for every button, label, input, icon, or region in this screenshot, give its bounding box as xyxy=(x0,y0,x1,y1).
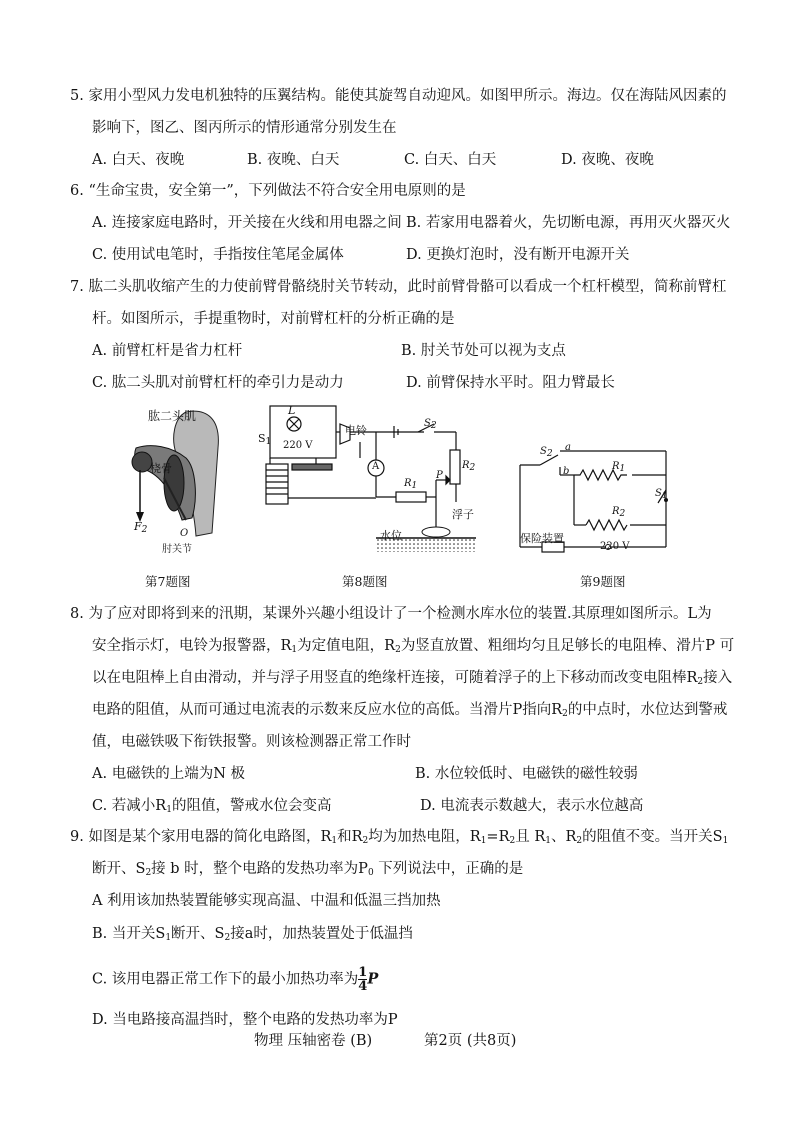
q5-option-a: A. 白天、夜晚 xyxy=(92,152,185,168)
q8-line1: 8. 为了应对即将到来的汛期，某课外兴趣小组设计了一个检测水库水位的装置.其原理如图所示。L为 xyxy=(70,606,712,622)
q9-option-c: C. 该用电器正常工作下的最小加热功率为 $\frac{1}{4}$ P xyxy=(92,965,379,994)
q5-stem-line1: 5. 家用小型风力发电机独特的压翼结构。能使其旋驾自动迎风。如图甲所示。海边。仅在海陆风因素的 xyxy=(70,88,727,104)
q7-option-a: A. 前臂杠杆是省力杠杆 xyxy=(92,343,243,359)
q6-option-a: A. 连接家庭电路时，开关接在火线和用电器之间 xyxy=(92,215,402,231)
q6-option-c: C. 使用试电笔时，手指按住笔尾金属体 xyxy=(92,247,344,263)
fig7-force-label: $F_2$ xyxy=(134,520,148,535)
q7-stem-line2: 杆。如图所示，手提重物时，对前臂杠杆的分析正确的是 xyxy=(92,311,455,327)
fig9-a-label: a xyxy=(565,442,571,453)
q9-option-b: B. 当开关$S_1$断开、$S_2$接a时，加热装置处于低温挡 xyxy=(92,926,413,943)
fig8-slider-label: P xyxy=(436,470,443,481)
fig8-caption: 第8题图 xyxy=(342,574,388,589)
fig9-s2-label: $S_2$ xyxy=(540,446,553,459)
q8-line2: 安全指示灯，电铃为报警器，$R_1$为定值电阻，$R_2$为竖直放置、粗细均匀且足够长的电阻棒、滑片P 可 xyxy=(92,638,735,655)
q5-option-b: B. 夜晚、白天 xyxy=(247,152,340,168)
q6-option-b: B. 若家用电器着火，先切断电源，再用灭火器灭火 xyxy=(406,215,731,231)
q8-line5: 值，电磁铁吸下衔铁报警。则该检测器正常工作时 xyxy=(92,734,411,750)
fig7-bone-label: 桡骨 xyxy=(150,462,172,475)
fig8-r1-label: $R_1$ xyxy=(404,478,418,491)
q5-stem-line2: 影响下，图乙、图丙所示的情形通常分别发生在 xyxy=(92,120,397,136)
fig8-s1-label: $S_1$ xyxy=(258,432,272,447)
fig9-b-label: b xyxy=(563,466,570,477)
one-quarter-fraction: $\frac{1}{4}$ xyxy=(358,965,368,994)
q7-option-d: D. 前臂保持水平时。阻力臂最长 xyxy=(406,375,615,391)
q8-option-a: A. 电磁铁的上端为N 极 xyxy=(92,766,245,782)
fig8-bell-label: 电铃 xyxy=(345,424,367,437)
q6-option-d: D. 更换灯泡时，没有断开电源开关 xyxy=(406,247,630,263)
fig9-s1-label: $S_1$ xyxy=(655,488,668,501)
fig9-protect-label: 保险装置 xyxy=(520,532,564,545)
fig9-r2-label: $R_2$ xyxy=(612,506,626,519)
figure-8-circuit-diagram xyxy=(256,402,481,567)
fig8-s2-label: $S_2$ xyxy=(424,418,437,431)
q9-option-a: A 利用该加热装置能够实现高温、中温和低温三挡加热 xyxy=(92,893,441,909)
figure-7-arm-diagram xyxy=(126,408,226,558)
q8-line3: 以在电阻棒上自由滑动，并与浮子用竖直的绝缘杆连接，可随着浮子的上下移动而改变电阻棒$R_2$接入 xyxy=(92,670,733,687)
q7-option-b: B. 肘关节处可以视为支点 xyxy=(401,343,566,359)
fig8-r2-label: $R_2$ xyxy=(462,460,476,473)
q6-stem: 6. “生命宝贵，安全第一”，下列做法不符合安全用电原则的是 xyxy=(70,183,466,199)
footer-title: 物理 压轴密卷 (B) xyxy=(254,1033,373,1049)
fig9-r1-label: $R_1$ xyxy=(612,461,626,474)
q7-option-c: C. 肱二头肌对前臂杠杆的牵引力是动力 xyxy=(92,375,344,391)
q9-option-d: D. 当电路接高温挡时，整个电路的发热功率为P xyxy=(92,1012,398,1028)
q8-line4: 电路的阻值，从而可通过电流表的示数来反应水位的高低。当滑片P指向$R_2$的中点时，水位达到警戒 xyxy=(92,702,728,719)
fig8-ammeter-label: A xyxy=(372,461,380,472)
fig8-lamp-label: L xyxy=(288,404,296,417)
q5-option-d: D. 夜晚、夜晚 xyxy=(561,152,654,168)
fig8-water-label: 水位 xyxy=(380,529,402,542)
fig7-caption: 第7题图 xyxy=(145,574,191,589)
q8-option-b: B. 水位较低时、电磁铁的磁性较弱 xyxy=(415,766,638,782)
q8-option-d: D. 电流表示数越大，表示水位越高 xyxy=(420,798,644,814)
q8-option-c: C. 若减小$R_1$的阻值，警戒水位会变高 xyxy=(92,798,332,815)
fig8-voltage-label: 220 V xyxy=(283,440,313,451)
fig7-muscle-label: 肱二头肌 xyxy=(148,409,197,423)
fig7-joint-label: 肘关节 xyxy=(162,544,192,555)
q7-stem-line1: 7. 肱二头肌收缩产生的力使前臂骨骼绕肘关节转动，此时前臂骨骼可以看成一个杠杆模型，简称前臂杠 xyxy=(70,279,727,295)
q9-line2: 断开、$S_2$接 b 时，整个电路的发热功率为$P_0$ 下列说法中，正确的是 xyxy=(92,861,524,878)
fig9-caption: 第9题图 xyxy=(580,574,626,589)
q5-option-c: C. 白天、白天 xyxy=(404,152,497,168)
fig9-voltage-label: 220 V xyxy=(600,541,630,552)
fig7-pivot-label: O xyxy=(180,528,189,539)
q9-line1: 9. 如图是某个家用电器的简化电路图，$R_1$和$R_2$均为加热电阻，$R_1=R_2$且 $R_1$、$R_2$的阻值不变。当开关$S_1$ xyxy=(70,829,729,846)
footer-page-number: 第2页 (共8页) xyxy=(424,1033,517,1049)
fig8-float-label: 浮子 xyxy=(452,508,474,521)
